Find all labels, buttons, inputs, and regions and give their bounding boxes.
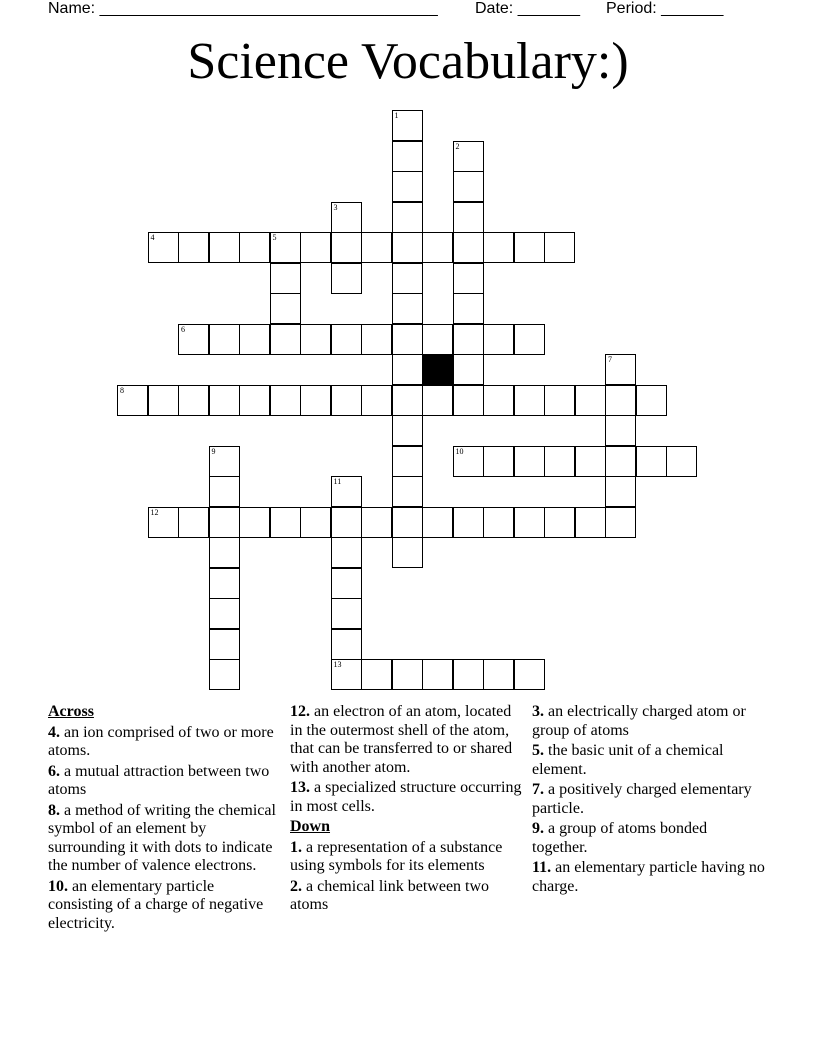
grid-cell[interactable]	[361, 324, 392, 355]
grid-cell[interactable]	[483, 507, 514, 538]
grid-cell[interactable]	[148, 385, 179, 416]
cell-number: 5	[272, 233, 277, 242]
clue-text: a specialized structure occurring in most cells.	[290, 779, 522, 815]
clue-number: 10.	[48, 877, 68, 895]
clue-item	[48, 724, 282, 761]
grid-cell[interactable]	[300, 385, 331, 416]
clue-text: a method of writing the chemical symbol of an element by surrounding it with dots to indicate the number of valence electrons.	[48, 801, 276, 874]
clue-item	[48, 763, 282, 800]
grid-cell[interactable]	[331, 659, 362, 690]
grid-cell[interactable]	[209, 598, 240, 629]
clue-number: 8.	[48, 801, 60, 819]
grid-cell[interactable]	[392, 446, 423, 477]
clue-item	[48, 878, 282, 934]
clue-item	[532, 820, 766, 857]
grid-cell[interactable]	[453, 263, 484, 294]
clue-number: 3.	[532, 703, 544, 720]
grid-cell[interactable]	[392, 263, 423, 294]
grid-cell[interactable]	[453, 385, 484, 416]
clue-text: an electron of an atom, located in the outermost shell of the atom, that can be transferred to or shared with another atom.	[290, 703, 513, 776]
grid-cell[interactable]	[270, 293, 301, 324]
clue-text: a representation of a substance using symbols for its elements	[290, 838, 503, 874]
grid-cell[interactable]	[453, 293, 484, 324]
grid-cell[interactable]	[300, 507, 331, 538]
date-field: Date: _______	[475, 0, 580, 17]
grid-cell[interactable]	[209, 476, 240, 507]
grid-cell[interactable]	[575, 385, 606, 416]
grid-cell[interactable]	[300, 232, 331, 263]
grid-cell[interactable]	[209, 232, 240, 263]
grid-cell[interactable]	[575, 446, 606, 477]
grid-cell[interactable]	[209, 537, 240, 568]
grid-cell[interactable]	[117, 385, 148, 416]
grid-cell[interactable]	[392, 659, 423, 690]
grid-cell[interactable]	[636, 385, 667, 416]
grid-cell[interactable]	[605, 476, 636, 507]
grid-cell[interactable]	[331, 476, 362, 507]
grid-cell[interactable]	[514, 324, 545, 355]
grid-cell[interactable]	[453, 659, 484, 690]
grid-cell[interactable]	[331, 202, 362, 233]
grid-cell[interactable]	[392, 476, 423, 507]
grid-cell[interactable]	[392, 110, 423, 141]
grid-cell[interactable]	[453, 324, 484, 355]
grid-cell[interactable]	[544, 232, 575, 263]
cell-number: 12	[150, 507, 159, 517]
clue-number: 4.	[48, 723, 60, 741]
grid-cell[interactable]	[209, 324, 240, 355]
grid-cell[interactable]	[239, 232, 270, 263]
grid-cell[interactable]	[544, 385, 575, 416]
grid-cell[interactable]	[453, 507, 484, 538]
grid-cell[interactable]	[453, 354, 484, 385]
grid-cell[interactable]	[209, 385, 240, 416]
grid-cell[interactable]	[453, 232, 484, 263]
grid-cell[interactable]	[422, 324, 453, 355]
grid-cell[interactable]	[636, 446, 667, 477]
grid-cell[interactable]	[392, 141, 423, 172]
name-field: Name: ______________________________________	[48, 0, 438, 17]
grid-cell[interactable]	[605, 446, 636, 477]
grid-cell[interactable]	[514, 385, 545, 416]
grid-cell[interactable]	[392, 232, 423, 263]
grid-cell[interactable]	[239, 385, 270, 416]
clue-text: the basic unit of a chemical element.	[532, 742, 724, 778]
grid-cell[interactable]	[300, 324, 331, 355]
clue-number: 13.	[290, 779, 310, 796]
clue-item	[532, 742, 766, 779]
page-title: Science Vocabulary:)	[187, 33, 629, 90]
clue-number: 12.	[290, 703, 310, 720]
grid-cell[interactable]	[270, 385, 301, 416]
grid-cell[interactable]	[483, 446, 514, 477]
grid-cell[interactable]	[331, 507, 362, 538]
clue-item	[290, 779, 524, 816]
grid-cell[interactable]	[605, 507, 636, 538]
clue-text: an elementary particle consisting of a charge of negative electricity.	[48, 877, 264, 932]
clue-text: an elementary particle having no charge.	[532, 859, 765, 895]
grid-cell[interactable]	[178, 324, 209, 355]
clue-item	[290, 839, 524, 876]
grid-cell[interactable]	[209, 568, 240, 599]
grid-cell[interactable]	[270, 507, 301, 538]
grid-cell[interactable]	[209, 446, 240, 477]
grid-cell[interactable]	[209, 507, 240, 538]
grid-cell[interactable]	[453, 446, 484, 477]
grid-cell[interactable]	[422, 659, 453, 690]
grid-cell[interactable]	[392, 202, 423, 233]
clue-text: an ion comprised of two or more atoms.	[48, 723, 274, 759]
grid-cell[interactable]	[270, 324, 301, 355]
clue-column-1	[48, 703, 282, 935]
clue-column-2	[290, 703, 524, 917]
cell-number: 8	[120, 385, 124, 395]
clue-item	[48, 802, 282, 876]
grid-cell[interactable]	[270, 263, 301, 294]
cell-number: 6	[181, 324, 185, 334]
cell-number: 2	[455, 141, 460, 151]
cell-number: 9	[211, 446, 216, 456]
grid-cell[interactable]	[331, 598, 362, 629]
clue-text: a positively charged elementary particle.	[532, 781, 752, 817]
grid-cell[interactable]	[331, 568, 362, 599]
cell-number: 1	[394, 111, 399, 120]
grid-cell[interactable]	[453, 141, 484, 172]
grid-cell[interactable]	[575, 507, 606, 538]
clue-number: 9.	[532, 820, 544, 837]
grid-cell[interactable]	[605, 385, 636, 416]
grid-cell[interactable]	[392, 507, 423, 538]
grid-cell[interactable]	[209, 659, 240, 690]
grid-cell[interactable]	[453, 202, 484, 233]
grid-cell[interactable]	[422, 232, 453, 263]
grid-cell[interactable]	[666, 446, 697, 477]
grid-cell[interactable]	[361, 385, 392, 416]
clue-number: 5.	[532, 742, 544, 759]
grid-cell[interactable]	[514, 507, 545, 538]
grid-cell[interactable]	[422, 385, 453, 416]
cell-number: 10	[455, 446, 464, 456]
cell-number: 3	[333, 202, 338, 212]
period-field: Period: _______	[606, 0, 724, 17]
grid-cell[interactable]	[239, 507, 270, 538]
grid-cell[interactable]	[331, 232, 362, 263]
clue-item	[532, 859, 766, 896]
grid-cell[interactable]	[392, 324, 423, 355]
grid-cell[interactable]	[239, 324, 270, 355]
grid-cell[interactable]	[392, 415, 423, 446]
grid-cell[interactable]	[483, 324, 514, 355]
clue-number: 1.	[290, 838, 302, 856]
grid-cell[interactable]	[392, 293, 423, 324]
clue-number: 7.	[532, 781, 544, 798]
grid-cell[interactable]	[270, 232, 301, 263]
grid-cell[interactable]	[209, 629, 240, 660]
grid-cell[interactable]	[361, 507, 392, 538]
grid-cell[interactable]	[514, 446, 545, 477]
grid-cell[interactable]	[544, 446, 575, 477]
clue-text: an electrically charged atom or group of atoms	[532, 703, 746, 739]
clue-number: 2.	[290, 877, 302, 895]
clue-column-3	[532, 703, 766, 898]
cell-number: 13	[333, 660, 342, 669]
clue-item	[532, 703, 766, 740]
grid-cell[interactable]	[483, 232, 514, 263]
clue-item	[290, 703, 524, 777]
clue-text: a group of atoms bonded together.	[532, 820, 708, 856]
grid-cell[interactable]	[605, 415, 636, 446]
grid-cell[interactable]	[331, 629, 362, 660]
grid-cell[interactable]	[148, 507, 179, 538]
grid-cell[interactable]	[331, 537, 362, 568]
grid-cell[interactable]	[392, 537, 423, 568]
blocked-cell	[422, 354, 453, 385]
cell-number: 11	[333, 477, 342, 486]
clue-item	[532, 781, 766, 818]
clue-text: a mutual attraction between two atoms	[48, 762, 270, 798]
section-heading-across: Across	[48, 703, 94, 720]
grid-cell[interactable]	[331, 263, 362, 294]
grid-cell[interactable]	[422, 507, 453, 538]
grid-cell[interactable]	[453, 171, 484, 202]
grid-cell[interactable]	[178, 232, 209, 263]
grid-cell[interactable]	[361, 659, 392, 690]
grid-cell[interactable]	[178, 385, 209, 416]
grid-cell[interactable]	[331, 324, 362, 355]
grid-cell[interactable]	[178, 507, 209, 538]
clue-text: a chemical link between two atoms	[290, 877, 490, 913]
grid-cell[interactable]	[361, 232, 392, 263]
grid-cell[interactable]	[392, 171, 423, 202]
cell-number: 7	[608, 355, 612, 364]
grid-cell[interactable]	[514, 232, 545, 263]
clue-number: 11.	[532, 859, 552, 876]
grid-cell[interactable]	[392, 385, 423, 416]
cell-number: 4	[150, 233, 155, 242]
section-heading-down: Down	[290, 818, 331, 835]
clue-item	[290, 878, 524, 915]
grid-cell[interactable]	[483, 385, 514, 416]
grid-cell[interactable]	[544, 507, 575, 538]
grid-cell[interactable]	[392, 354, 423, 385]
grid-cell[interactable]	[331, 385, 362, 416]
grid-cell[interactable]	[148, 232, 179, 263]
grid-cell[interactable]	[483, 659, 514, 690]
grid-cell[interactable]	[605, 354, 636, 385]
grid-cell[interactable]	[514, 659, 545, 690]
clue-number: 6.	[48, 762, 60, 780]
